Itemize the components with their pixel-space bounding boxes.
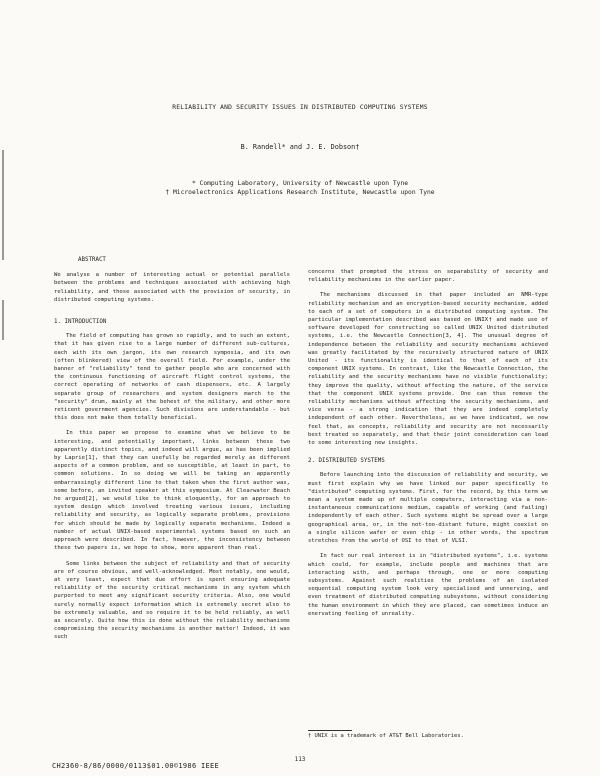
body-paragraph: The mechanisms discussed in that paper included an NMR-type reliability mechanism and an encryption-based security mechanism, added to each of a set of computers in a distributed computing system. The particular implementation described was based on UNIX† and made use of software developed for constructing so called UNIX United distributed systems, i.e. the Newcastle Connection[3, 4]. The unusual degree of independence between the reliability and security mechanisms achieved was greatly facilitated by the recursively structured nature of UNIX United - its functionality is identical to that of each of its component UNIX systems. In contrast, like the Newcastle Connection, the reliability and the security mechanisms have no visible functionality; they improve the quality, without affecting the nature, of the service that the component UNIX systems provide. One can thus remove the reliability mechanisms without affecting the security mechanisms, and vice versa - a strong indication that they are indeed completely independent of each other. Nevertheless, as we have indicated, we now feel that, as concepts, reliability and security are not necessarily best treated so separately, and that their joint consideration can lead to some interesting new insights. — [308, 292, 548, 447]
affiliation-2: † Microelectronics Applications Research Institute, Newcastle upon Tyne — [165, 189, 435, 196]
page-number: 113 — [294, 756, 306, 763]
body-paragraph: In this paper we propose to examine what we believe to be interesting, and potentially important, links between these two apparently distinct topics, and indeed will argue, as has been implied by Laprie[1], that they can usefully be regarded merely as different aspects of a common problem, and so susceptible, at least in part, to common solutions. In so doing we will be taking an apparently embarrassingly different line to that taken when the first author was, some before, an invited speaker at this symposium. At Clearwater Beach he argued[2], we would like to think eloquently, for an approach to system design which involved treating various issues, including reliability and security, as logically separate problems, provisions for which should be made by logically separate mechanisms. Indeed a number of actual UNIX-based experimental systems based on such an approach were described. In fact, however, the inconsistency between these two papers is, we hope to show, more apparent than real. — [54, 430, 290, 552]
abstract-text: We analyse a number of interesting actual or potential parallels between the problems and techniques associated with achieving high reliability, and those associated with the provision of security, in distributed computing systems. — [54, 272, 290, 303]
copyright-line: CH2360-8/86/0000/0113$01.00©1986 IEEE — [52, 762, 220, 770]
scan-edge-mark — [2, 150, 4, 260]
body-paragraph: Some links between the subject of reliability and that of security are of course obvious, and well-acknowledged. Most notably, one would, at very least, expect that due effort is spent ensuring adequate reliability of the security critical mechanisms in any system which purported to meet any significant security criteria. Also, one would surely normally expect information which is extremely secret also to be extremely valuable, and so require it to be held reliably, as well as securely. Quite how this is done without the reliability mechanisms compromising the security mechanisms is another matter! Indeed, it was such — [54, 560, 290, 641]
footnote: † UNIX is a trademark of AT&T Bell Laboratories. — [308, 733, 464, 739]
paper-title: RELIABILITY AND SECURITY ISSUES IN DISTRIBUTED COMPUTING SYSTEMS — [172, 104, 428, 111]
right-column — [308, 268, 548, 625]
body-paragraph: Before launching into the discussion of reliability and security, we must first explain why we have linked our paper specifically to "distributed" computing systems. First, for the record, by this term we mean a system made up of multiple computers, interacting via a non-instantaneous communications medium, capable of working (and failing) independently of each other. Such systems might be spread over a large geographical area, or, in the not-too-distant future, might coexist on a single silicon wafer or even chip - in other words, the spectrum stretches from the world of OSI to that of VLSI. — [308, 472, 548, 545]
body-paragraph: The field of computing has grown so rapidly, and to such an extent, that it has given rise to a large number of different sub-cultures, each with its own jargon, its own research symposia, and its own (often blinkered) view of the overall field. For example, under the banner of "reliability" tend to gather people who are concerned with the continuous functioning of aircraft flight control systems, the correct operating of networks of cash dispensers, etc. A largely separate group of researchers and system designers march to the "security" drum, mainly at the behest of the military, and other more reticent government agencies. Such divisions are understandable - but this does not make them totally beneficial. — [54, 333, 290, 422]
scan-edge-mark — [2, 300, 4, 340]
section-heading-distributed-systems: 2. DISTRIBUTED SYSTEMS — [308, 458, 385, 465]
left-column — [54, 256, 290, 649]
footnote-rule — [308, 730, 352, 731]
body-paragraph: concerns that prompted the stress on separability of security and reliability mechanisms in the earlier paper. — [308, 269, 548, 284]
section-heading-introduction: 1. INTRODUCTION — [54, 319, 107, 326]
paper-authors: B. Randell* and J. E. Dobson† — [240, 143, 360, 151]
affiliation-1: * Computing Laboratory, University of Newcastle upon Tyne — [191, 180, 409, 187]
body-paragraph: In fact our real interest is in "distributed systems", i.e. systems which could, for example, include people and machines that are interacting with, and perhaps through, one or more computing subsystems. Against such realities the problems of an isolated sequential computing system look very specialised and unnerving, and even treatment of distributed computing subsystems, without considering the human environment in which they are placed, can sometimes induce an enervating feeling of unreality. — [308, 553, 548, 617]
abstract-heading: ABSTRACT — [78, 257, 106, 263]
